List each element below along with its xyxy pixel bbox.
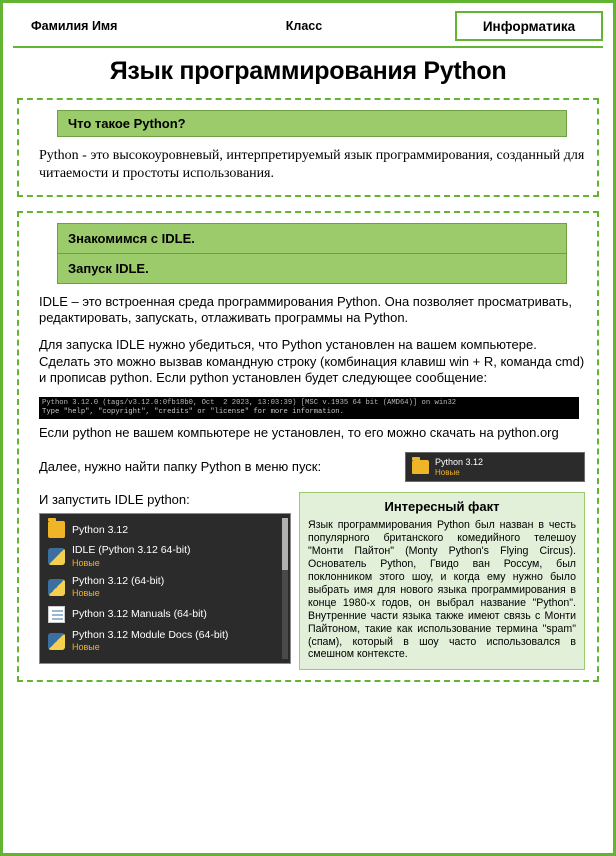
list-item-badge: Новые <box>72 588 100 599</box>
python-icon <box>48 579 65 596</box>
list-item[interactable] <box>44 626 286 657</box>
section2-heading-2: Запуск IDLE. <box>57 254 567 284</box>
python-download-note: Если python не вашем компьютере не установлен, то его можно скачать на python.org <box>39 424 559 440</box>
student-class-field[interactable]: Класс <box>285 19 323 33</box>
start-menu-folder-label-wrap <box>435 457 483 478</box>
page-title: Язык программирования Python <box>109 57 507 85</box>
document-icon <box>48 606 65 623</box>
section-idle <box>17 211 599 683</box>
header-row <box>13 11 603 41</box>
list-item-text <box>72 629 228 654</box>
start-menu-folder-badge: Новые <box>435 467 460 477</box>
console-line-1: Python 3.12.0 (tags/v3.12.0:0fb18b0, Oct 2 2023, 13:03:39) [MSC v.1935 64 bit (AMD64)] on win32 <box>42 398 457 407</box>
fun-fact-text: Язык программирования Python был назван в честь популярного британского комедийного телешоу "Монти Пайтон" (Monty Python's Flying Circus). Основатель Python, Гвидо ван Россум, был поклонником этого шоу, и когда ему нужно было выбрать имя для нового языка программирования в конце 1980-х годов, он выбрал название "Python". Внутренние части языка также имеют связь с Монти Пайтоном, такие как использование термина "spam" (спам), который в шоу часто использовался в смешном контексте. <box>308 519 576 661</box>
section2-band-wrap <box>31 223 585 284</box>
list-item-badge: Новые <box>72 557 100 568</box>
list-item[interactable] <box>44 541 286 572</box>
subject-badge: Информатика <box>455 11 603 41</box>
start-menu-row <box>31 452 585 483</box>
list-item-text <box>72 608 207 620</box>
list-item-text <box>72 575 164 600</box>
menu-scrollbar[interactable] <box>282 518 288 658</box>
list-item-label: Python 3.12 <box>72 523 129 536</box>
list-item-label: Python 3.12 Module Docs (64-bit) <box>72 628 229 641</box>
list-item[interactable] <box>44 518 286 541</box>
section1-band-wrap <box>31 110 585 137</box>
start-menu-folder-label: Python 3.12 <box>435 456 484 467</box>
folder-icon <box>48 521 65 538</box>
list-item-label: Python 3.12 Manuals (64-bit) <box>72 608 207 621</box>
list-item-label: IDLE (Python 3.12 64-bit) <box>72 544 191 557</box>
list-item-badge: Новые <box>72 642 100 653</box>
python-icon <box>48 548 65 565</box>
bottom-columns <box>31 492 585 670</box>
section1-paragraph: Python - это высокоуровневый, интерпретируемый язык программирования, созданный для читаемости и простоты использования. <box>39 148 585 181</box>
fun-fact-column <box>299 492 585 670</box>
list-item-text <box>72 544 190 569</box>
section2-heading-1: Знакомимся с IDLE. <box>57 223 567 254</box>
console-line-2: Type "help", "copyright", "credits" or "license" for more information. <box>42 407 344 416</box>
idle-launch-label: И запустить IDLE python: <box>39 492 190 508</box>
header-divider <box>13 46 603 48</box>
start-menu-column <box>39 492 291 663</box>
menu-scrollbar-thumb[interactable] <box>282 518 288 570</box>
idle-description: IDLE – это встроенная среда программирования Python. Она позволяет просматривать, редактировать, запускать, отлаживать программы на Python. <box>39 293 572 326</box>
idle-launch-instructions: Для запуска IDLE нужно убедиться, что Python установлен на вашем компьютере. Сделать это можно вызвав командную строку (комбинация клавиш win + R, команда cmd) и прописав python. Если python установлен будет следующее сообщение: <box>39 337 585 386</box>
list-item[interactable] <box>44 572 286 603</box>
console-output-image <box>39 397 579 419</box>
student-name-field[interactable]: Фамилия Имя <box>31 19 118 33</box>
start-menu-instruction: Далее, нужно найти папку Python в меню пуск: <box>39 458 322 474</box>
start-menu-folder-item <box>405 452 585 483</box>
list-item-label: Python 3.12 (64-bit) <box>72 575 165 587</box>
fun-fact-title: Интересный факт <box>384 499 500 515</box>
section1-heading: Что такое Python? <box>57 110 567 137</box>
section-what-is-python <box>17 98 599 197</box>
list-item[interactable] <box>44 603 286 626</box>
folder-icon <box>412 460 429 474</box>
python-icon <box>48 633 65 650</box>
start-menu-list <box>39 513 291 663</box>
fun-fact-box <box>299 492 585 670</box>
list-item-text <box>72 524 128 536</box>
